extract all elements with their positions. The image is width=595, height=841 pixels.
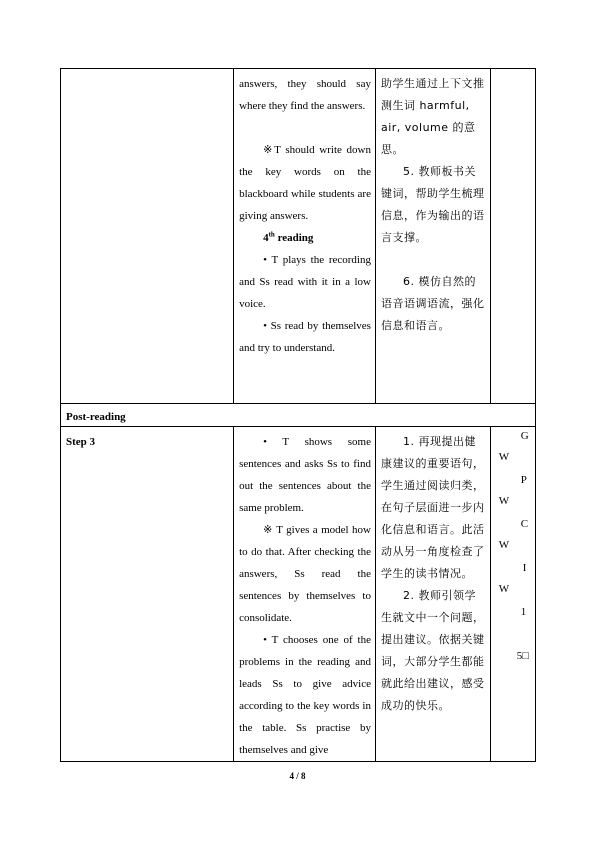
purpose-text: 助学生通过上下文推测生词 harmful, air, volume 的意思。 [380,77,485,156]
step-title: Step 3 [66,436,96,448]
purpose-cell [375,69,490,404]
interaction-cell [490,427,535,762]
interaction-cell [490,69,535,404]
purpose-text: 6. 模仿自然的语音语调语流，强化信息和语言。 [380,275,485,332]
interaction-letter: P [520,474,527,486]
table-row [61,69,536,404]
interaction-letter: I [522,562,527,574]
step-cell [61,427,234,762]
interaction-letter: W [498,583,510,595]
purpose-text: 1. 再现提出健康建议的重要语句，学生通过阅读归类，在句子层面进一步内化信息和语言。此活动从另一角度检查了学生的读书情况。 [380,435,485,580]
activity-text: • T plays the recording and Ss read with it in a low voice. [239,254,371,310]
activity-text: ※ T gives a model how to do that. After checking the answers, Ss read the sentences by themselves to consolidate. [239,524,371,624]
interaction-letter: W [498,539,510,551]
activity-text: • Ss read by themselves and try to understand. [239,320,371,354]
interaction-letter: C [520,518,529,530]
table-row [61,427,536,762]
activity-text: • T shows some sentences and asks Ss to find out the sentences about the same problem. [239,436,371,514]
purpose-cell [375,427,490,762]
page-number: 4 / 8 [289,771,306,781]
section-title: Post-reading [66,411,126,423]
interaction-letter: W [498,495,510,507]
interaction-letter: G [520,430,529,442]
lesson-plan-table [60,68,536,762]
activity-text: answers, they should say where they find the answers. [239,78,371,112]
table-row [61,404,536,427]
activity-text: ※T should write down the key words on the blackboard while students are giving answers. [239,144,371,222]
interaction-letter: 1 [520,606,527,618]
purpose-text: 2. 教师引领学生就文中一个问题，提出建议。依据关键词，大部分学生都能就此给出建议，感受成功的快乐。 [380,589,485,712]
section-cell [61,404,536,427]
interaction-letter: 5□ [516,650,529,662]
stage-cell [61,69,234,404]
activity-text: • T chooses one of the problems in the reading and leads Ss to give advice according to the key words in the table. Ss practise by themselves and give [239,634,371,756]
activity-cell [234,69,376,404]
reading-heading: 4th reading [263,230,314,244]
purpose-text: 5. 教师板书关键词，帮助学生梳理信息，作为输出的语言支撑。 [380,165,485,244]
interaction-letter: W [498,451,510,463]
activity-cell [234,427,376,762]
